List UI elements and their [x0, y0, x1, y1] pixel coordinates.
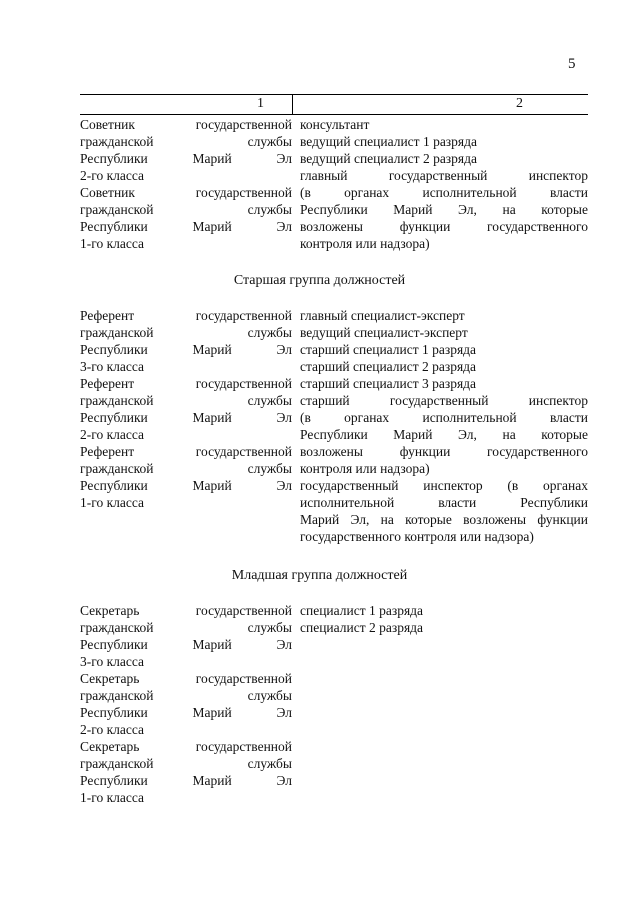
table-row: [80, 201, 588, 218]
table-row: [80, 511, 588, 528]
rank-word: Марий: [192, 637, 232, 652]
rank-word: Марий: [192, 342, 232, 357]
rank-cell: [80, 528, 292, 545]
table-row: [80, 670, 588, 687]
rank-word: Эл: [276, 342, 292, 357]
table-row: [80, 167, 588, 184]
position-cell: государственного контроля или надзора): [300, 529, 534, 544]
rank-word: Референт: [80, 308, 135, 323]
group-title-junior: Младшая группа должностей: [231, 568, 408, 583]
position-cell: специалист 1 разряда: [300, 603, 424, 618]
table-row: [80, 426, 588, 443]
rank-word: Эл: [276, 705, 292, 720]
position-cell: Марий Эл, на которые возложены функции: [300, 512, 588, 527]
rank-word: службы: [247, 202, 292, 217]
rank-cell: [80, 738, 292, 755]
rank-word: государственной: [195, 308, 292, 323]
rank-cell: [80, 511, 292, 528]
rank-cell: [80, 670, 292, 687]
rank-cell: 2-го класса: [80, 427, 144, 442]
rank-word: службы: [247, 393, 292, 408]
position-cell: специалист 2 разряда: [300, 620, 424, 635]
rank-cell: [80, 392, 292, 409]
rank-word: гражданской: [80, 393, 154, 408]
rank-cell: [80, 409, 292, 426]
table-row: [80, 133, 588, 150]
rank-cell: [80, 755, 292, 772]
rank-word: Марий: [192, 478, 232, 493]
rank-cell: [80, 184, 292, 201]
position-cell: ведущий специалист-эксперт: [300, 325, 468, 340]
rank-word: Секретарь: [80, 671, 140, 686]
rank-cell: 2-го класса: [80, 168, 144, 183]
position-cell: старший специалист 1 разряда: [300, 342, 477, 357]
rank-word: гражданской: [80, 134, 154, 149]
position-cell: старший специалист 3 разряда: [300, 376, 477, 391]
table-row: [80, 653, 588, 670]
table-row: [80, 392, 588, 409]
rank-word: Референт: [80, 376, 135, 391]
rank-cell: [80, 201, 292, 218]
table-row: [80, 443, 588, 460]
rank-word: государственной: [195, 376, 292, 391]
rank-cell: 1-го класса: [80, 495, 144, 510]
rank-word: службы: [247, 756, 292, 771]
position-cell: [300, 721, 588, 738]
position-cell: (в органах исполнительной власти: [300, 410, 588, 425]
position-cell: возложены функции государственного: [300, 219, 588, 234]
rank-word: службы: [247, 461, 292, 476]
position-cell: ведущий специалист 1 разряда: [300, 134, 477, 149]
position-cell: возложены функции государственного: [300, 444, 588, 459]
position-cell: старший специалист 2 разряда: [300, 359, 477, 374]
rank-cell: [80, 443, 292, 460]
rank-word: Республики: [80, 342, 148, 357]
rank-word: гражданской: [80, 461, 154, 476]
table-row: [80, 150, 588, 167]
table-row: [80, 358, 588, 375]
table-row: [80, 460, 588, 477]
position-cell: [300, 738, 588, 755]
table-row: [80, 307, 588, 324]
rank-cell: [80, 116, 292, 133]
rank-word: Марий: [192, 219, 232, 234]
rank-word: Эл: [276, 478, 292, 493]
column-2-header: 2: [516, 96, 523, 111]
rank-word: гражданской: [80, 688, 154, 703]
rank-cell: [80, 477, 292, 494]
rank-cell: 1-го класса: [80, 790, 144, 805]
rank-word: Республики: [80, 219, 148, 234]
rank-word: Республики: [80, 478, 148, 493]
table-row: [80, 477, 588, 494]
rank-word: службы: [247, 688, 292, 703]
rank-word: Эл: [276, 637, 292, 652]
rank-word: Эл: [276, 219, 292, 234]
rank-cell: [80, 602, 292, 619]
position-cell: [300, 653, 588, 670]
table-row: [80, 341, 588, 358]
rank-word: Секретарь: [80, 603, 140, 618]
rank-cell: [80, 341, 292, 358]
position-cell: государственный инспектор (в органах: [300, 478, 588, 493]
rank-word: Республики: [80, 151, 148, 166]
table-row: [80, 184, 588, 201]
rank-word: Марий: [192, 773, 232, 788]
table-row: [80, 704, 588, 721]
rank-cell: 3-го класса: [80, 654, 144, 669]
rank-cell: 3-го класса: [80, 359, 144, 374]
rank-cell: [80, 619, 292, 636]
position-cell: ведущий специалист 2 разряда: [300, 151, 477, 166]
header-divider: [292, 95, 293, 114]
rank-word: государственной: [195, 671, 292, 686]
rank-word: Секретарь: [80, 739, 140, 754]
section-senior: [80, 307, 588, 545]
table-row: [80, 619, 588, 636]
table-row: [80, 789, 588, 806]
position-cell: исполнительной власти Республики: [300, 495, 588, 510]
rank-cell: [80, 687, 292, 704]
rank-word: гражданской: [80, 325, 154, 340]
rank-word: гражданской: [80, 620, 154, 635]
group-title-senior: Старшая группа должностей: [233, 273, 406, 288]
position-cell: [300, 670, 588, 687]
position-cell: (в органах исполнительной власти: [300, 185, 588, 200]
rank-word: службы: [247, 134, 292, 149]
table-row: [80, 409, 588, 426]
position-cell: [300, 636, 588, 653]
rank-cell: [80, 133, 292, 150]
rank-word: Марий: [192, 705, 232, 720]
position-cell: Республики Марий Эл, на которые: [300, 202, 588, 217]
table-row: [80, 721, 588, 738]
rank-word: Республики: [80, 705, 148, 720]
position-cell: контроля или надзора): [300, 461, 430, 476]
table-row: [80, 116, 588, 133]
rank-word: Советник: [80, 185, 135, 200]
position-cell: [300, 687, 588, 704]
position-cell: [300, 755, 588, 772]
rank-cell: [80, 460, 292, 477]
rank-word: государственной: [195, 185, 292, 200]
rank-word: гражданской: [80, 202, 154, 217]
position-cell: консультант: [300, 117, 370, 132]
table-row: [80, 375, 588, 392]
table-row: [80, 324, 588, 341]
table-row: [80, 602, 588, 619]
rank-word: Республики: [80, 410, 148, 425]
rank-cell: 1-го класса: [80, 236, 144, 251]
position-cell: главный специалист-эксперт: [300, 308, 465, 323]
rank-word: государственной: [195, 603, 292, 618]
position-cell: [300, 789, 588, 806]
rank-cell: [80, 704, 292, 721]
rank-word: государственной: [195, 117, 292, 132]
position-cell: [300, 704, 588, 721]
rank-word: Республики: [80, 637, 148, 652]
rank-cell: 2-го класса: [80, 722, 144, 737]
rank-word: Эл: [276, 773, 292, 788]
table-header: [80, 94, 588, 115]
rank-cell: [80, 150, 292, 167]
table-row: [80, 218, 588, 235]
rank-word: Советник: [80, 117, 135, 132]
rank-word: службы: [247, 620, 292, 635]
table-row: [80, 636, 588, 653]
table-row: [80, 494, 588, 511]
rank-word: государственной: [195, 739, 292, 754]
rank-word: Республики: [80, 773, 148, 788]
rank-word: Марий: [192, 410, 232, 425]
position-cell: старший государственный инспектор: [300, 393, 588, 408]
position-cell: главный государственный инспектор: [300, 168, 588, 183]
table-row: [80, 687, 588, 704]
position-cell: Республики Марий Эл, на которые: [300, 427, 588, 442]
rank-cell: [80, 307, 292, 324]
rank-cell: [80, 324, 292, 341]
rank-cell: [80, 375, 292, 392]
table-row: [80, 755, 588, 772]
table-row: [80, 528, 588, 545]
table-row: [80, 235, 588, 252]
rank-word: Эл: [276, 151, 292, 166]
table-row: [80, 738, 588, 755]
section-advisers: [80, 116, 588, 252]
rank-cell: [80, 772, 292, 789]
rank-word: государственной: [195, 444, 292, 459]
rank-word: Референт: [80, 444, 135, 459]
rank-word: службы: [247, 325, 292, 340]
rank-word: Марий: [192, 151, 232, 166]
position-cell: контроля или надзора): [300, 236, 430, 251]
table-row: [80, 772, 588, 789]
section-junior: [80, 602, 588, 806]
rank-cell: [80, 636, 292, 653]
position-cell: [300, 772, 588, 789]
rank-word: гражданской: [80, 756, 154, 771]
rank-cell: [80, 218, 292, 235]
rank-word: Эл: [276, 410, 292, 425]
page-number: 5: [568, 56, 576, 72]
column-1-header: 1: [257, 96, 264, 111]
